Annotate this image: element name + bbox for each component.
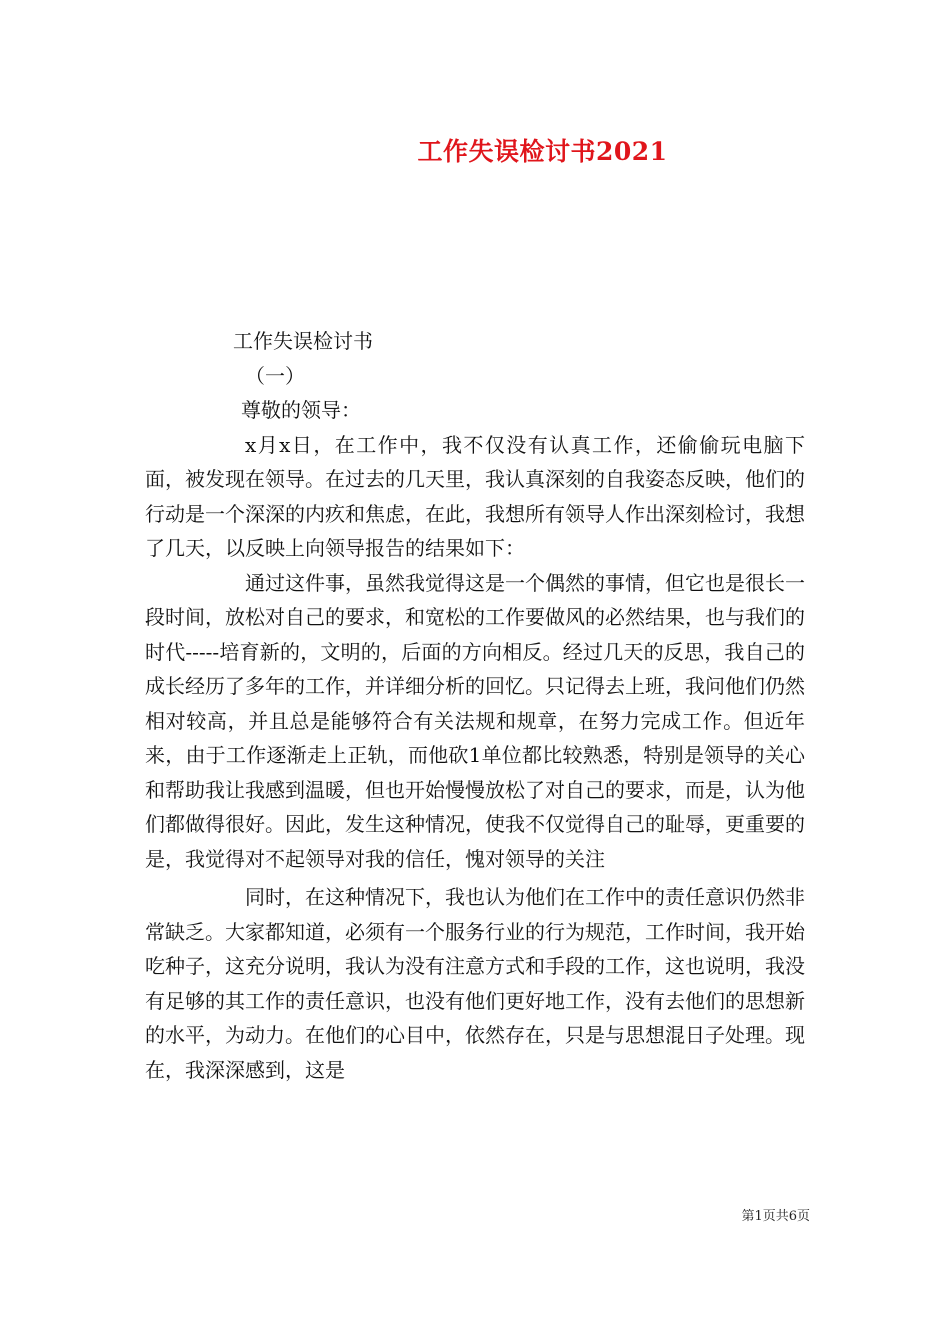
paragraph-3: 同时，在这种情况下，我也认为他们在工作中的责任意识仍然非常缺乏。大家都知道，必须有一个服务行业的行为规范，工作时间，我开始吃种子，这充分说明，我认为没有注意方式和手段的工作，这也说明，我没有足够的其工作的责任意识，也没有他们更好地工作，没有去他们的思想新的水平，为动力。在他们的心目中，依然存在，只是与思想混日子处理。现在，我深深感到，这是 [145, 885, 805, 1082]
document-body [145, 324, 805, 1087]
document-title: 工作失误检讨书2021 [417, 137, 668, 166]
section-number: （一） [245, 363, 305, 388]
paragraph-2: 通过这件事，虽然我觉得这是一个偶然的事情，但它也是很长一段时间，放松对自己的要求，和宽松的工作要做风的必然结果，也与我们的时代-----培育新的，文明的，后面的方向相反。经过几天的反思，我自己的成长经历了多年的工作，并详细分析的回忆。只记得去上班，我问他们仍然相对较高，并且总是能够符合有关法规和规章，在努力完成工作。但近年来，由于工作逐渐走上正轨，而他砍1单位都比较熟悉，特别是领导的关心和帮助我让我感到温暖，但也开始慢慢放松了对自己的要求，而是，认为他们都做得很好。因此，发生这种情况，使我不仅觉得自己的耻辱，更重要的是，我觉得对不起领导对我的信任，愧对领导的关注 [145, 570, 805, 871]
salutation: 尊敬的领导： [241, 398, 361, 422]
document-subtitle: 工作失误检讨书 [233, 329, 373, 353]
paragraph-1: x月x日，在工作中，我不仅没有认真工作，还偷偷玩电脑下面，被发现在领导。在过去的几天里，我认真深刻的自我姿态反映，他们的行动是一个深深的内疚和焦虑，在此，我想所有领导人作出深刻检讨，我想了几天，以反映上向领导报告的结果如下： [145, 432, 805, 560]
page-number-footer: 第1页共6页 [741, 1209, 810, 1224]
